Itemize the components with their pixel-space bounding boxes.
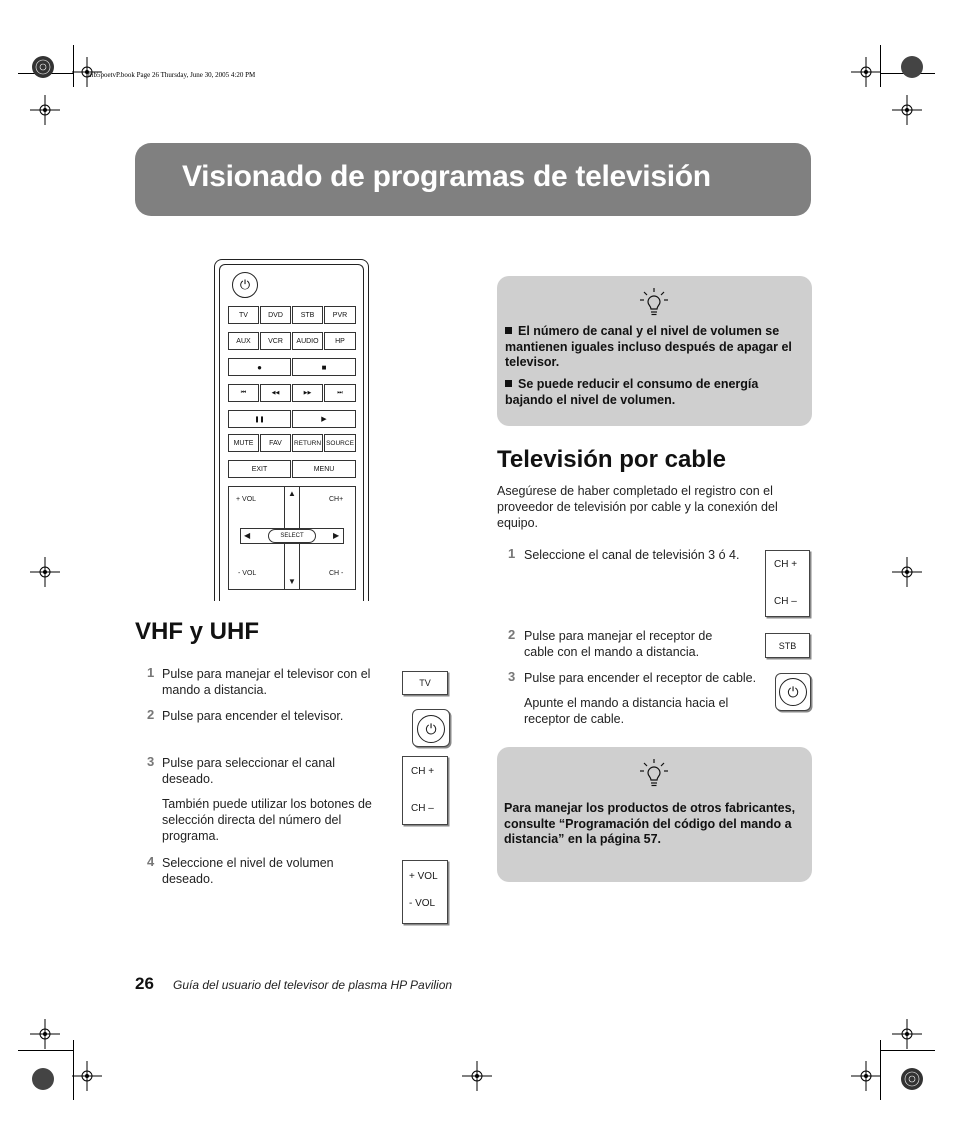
volume-button-illustration — [402, 860, 448, 924]
remote-select-button: SELECT — [268, 529, 316, 543]
remote-aux-button: AUX — [228, 332, 259, 350]
crosshair-icon — [462, 1061, 492, 1091]
tip-item-text: Se puede reducir el consumo de energía bajando el nivel de volumen. — [505, 377, 759, 407]
crosshair-icon — [72, 1061, 102, 1091]
tv-button-illustration: TV — [402, 671, 448, 695]
remote-fav-button: FAV — [260, 434, 291, 452]
step-text: Seleccione el canal de televisión 3 ó 4. — [524, 548, 740, 562]
remote-stb-button: STB — [292, 306, 323, 324]
crop-mark — [18, 1050, 73, 1051]
remote-forward-button: ▶▶ — [292, 384, 323, 402]
remote-dvd-button: DVD — [260, 306, 291, 324]
stb-button-illustration: STB — [765, 633, 810, 658]
footer-title: Guía del usuario del televisor de plasma HP Pavilion — [173, 978, 453, 992]
step-text: Pulse para manejar el receptor de cable con el mando a distancia. — [524, 629, 713, 659]
tip-item — [505, 324, 805, 371]
step-number: 1 — [147, 665, 155, 680]
crosshair-icon — [851, 57, 881, 87]
registration-circle-icon — [28, 1064, 58, 1094]
registration-circle-icon — [28, 52, 58, 82]
crosshair-icon — [30, 95, 60, 125]
step-text: Seleccione el nivel de volumen deseado. — [162, 856, 334, 886]
step-note: También puede utilizar los botones de selección directa del número del programa. — [162, 797, 372, 843]
remote-next-button: ⏭ — [324, 384, 356, 402]
remote-up-arrow: ▲ — [288, 489, 296, 498]
remote-prev-button: ⏮ — [228, 384, 259, 402]
step-number: 3 — [508, 669, 516, 684]
power-icon: ⏻ — [417, 715, 445, 743]
step-text: Pulse para encender el receptor de cable. — [524, 671, 757, 685]
crosshair-icon — [851, 1061, 881, 1091]
channel-up-label: CH + — [774, 559, 798, 570]
print-slug: mb5poetvP.book Page 26 Thursday, June 30, 2005 4:20 PM — [88, 71, 256, 79]
crosshair-icon — [30, 1019, 60, 1049]
remote-ch-plus: CH+ — [329, 496, 344, 503]
page-number: 26 — [135, 974, 154, 993]
remote-hp-button: HP — [324, 332, 356, 350]
remote-pvr-button: PVR — [324, 306, 356, 324]
remote-pause-button: ❚❚ — [228, 410, 291, 428]
tip-item-text: El número de canal y el nivel de volumen se mantienen iguales incluso después de apagar el televisor. — [505, 324, 792, 369]
channel-up-label: CH + — [411, 766, 435, 777]
step-text: Pulse para encender el televisor. — [162, 709, 344, 723]
remote-audio-button: AUDIO — [292, 332, 323, 350]
tip-text: Para manejar los productos de otros fabricantes, consulte “Programación del código del mando a distancia” en la página 57. — [504, 801, 796, 846]
lightbulb-icon — [638, 286, 670, 320]
crosshair-icon — [892, 557, 922, 587]
bullet-icon — [505, 327, 512, 334]
remote-down-arrow: ▼ — [288, 577, 296, 586]
step-text: Pulse para manejar el televisor con el mando a distancia. — [162, 667, 371, 697]
remote-power-button: ⏻ — [232, 272, 258, 298]
step-text: Pulse para seleccionar el canal deseado. — [162, 756, 336, 786]
remote-play-button: ▶ — [292, 410, 356, 428]
section-heading-vhf: VHF y UHF — [135, 618, 260, 645]
step-number: 4 — [147, 854, 155, 869]
crosshair-icon — [892, 1019, 922, 1049]
remote-ch-minus: CH - — [329, 570, 344, 577]
remote-record-button: ● — [228, 358, 291, 376]
channel-down-label: CH – — [774, 596, 797, 607]
remote-rewind-button: ◀◀ — [260, 384, 291, 402]
crop-mark — [880, 1050, 935, 1051]
channel-button-illustration — [765, 550, 810, 617]
step-note: Apunte el mando a distancia hacia el receptor de cable. — [524, 696, 729, 726]
channel-down-label: CH – — [411, 803, 434, 814]
step-number: 1 — [508, 546, 516, 561]
remote-left-arrow: ◀ — [244, 531, 251, 540]
step-number: 2 — [147, 707, 155, 722]
bullet-icon — [505, 380, 512, 387]
power-icon: ⏻ — [779, 678, 807, 706]
volume-down-label: - VOL — [409, 898, 436, 909]
crosshair-icon — [892, 95, 922, 125]
channel-button-illustration — [402, 756, 448, 825]
crosshair-icon — [30, 557, 60, 587]
remote-vol-plus: + VOL — [236, 496, 257, 503]
registration-circle-icon — [897, 1064, 927, 1094]
volume-up-label: + VOL — [409, 871, 438, 882]
remote-return-button: RETURN — [292, 434, 323, 452]
remote-mute-button: MUTE — [228, 434, 259, 452]
remote-stop-button: ■ — [292, 358, 356, 376]
remote-source-button: SOURCE — [324, 434, 356, 452]
remote-menu-button: MENU — [292, 460, 356, 478]
tip-item — [505, 377, 805, 408]
step-number: 2 — [508, 627, 516, 642]
section-heading-cable: Televisión por cable — [497, 446, 726, 473]
remote-vcr-button: VCR — [260, 332, 291, 350]
remote-tv-button: TV — [228, 306, 259, 324]
remote-exit-button: EXIT — [228, 460, 291, 478]
cable-intro: Asegúrese de haber completado el registro con el proveedor de televisión por cable y la conexión del equipo. — [497, 484, 778, 530]
page-title: Visionado de programas de televisión — [182, 160, 711, 193]
lightbulb-icon — [638, 757, 670, 791]
registration-circle-icon — [897, 52, 927, 82]
remote-vol-minus: - VOL — [238, 570, 257, 577]
step-number: 3 — [147, 754, 155, 769]
remote-right-arrow: ▶ — [333, 531, 340, 540]
